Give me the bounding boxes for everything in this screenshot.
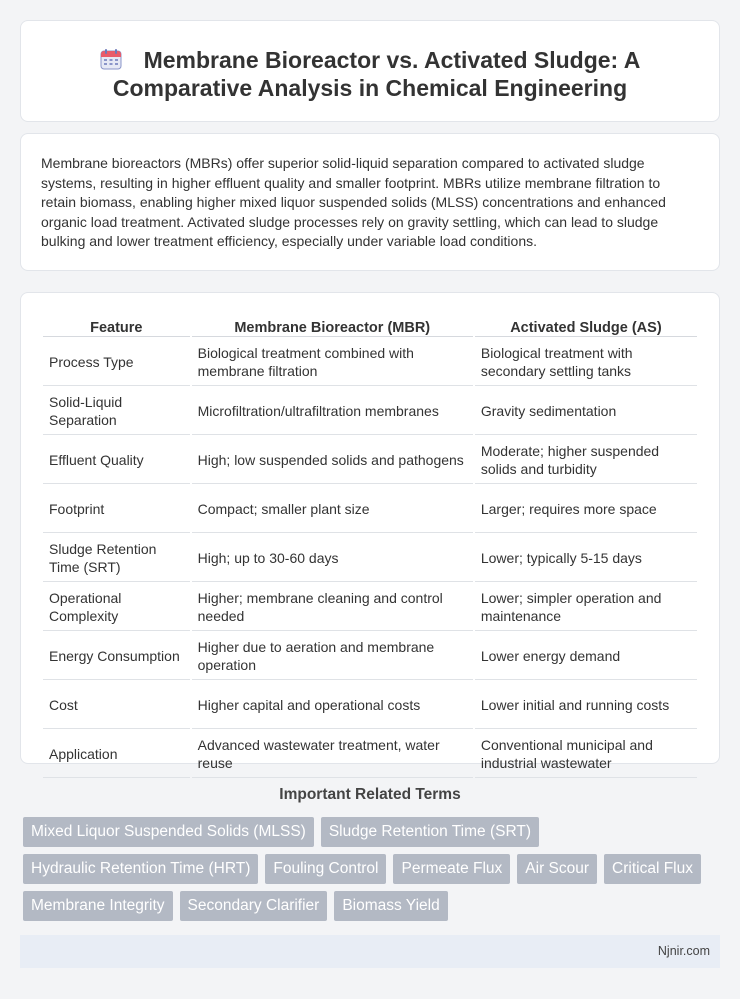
related-term-tag[interactable]: Fouling Control: [265, 854, 386, 884]
table-header-row: [43, 315, 697, 337]
mbr-cell: Higher; membrane cleaning and control needed: [192, 584, 473, 631]
as-cell: Larger; requires more space: [475, 486, 697, 533]
feature-cell: Operational Complexity: [43, 584, 190, 631]
feature-cell: Energy Consumption: [43, 633, 190, 680]
related-terms-list: [23, 817, 723, 921]
as-cell: Conventional municipal and industrial wastewater: [475, 731, 697, 778]
comparison-table: [41, 313, 699, 780]
as-cell: Gravity sedimentation: [475, 388, 697, 435]
as-cell: Biological treatment with secondary settling tanks: [475, 339, 697, 386]
feature-cell: Cost: [43, 682, 190, 729]
table-row: [43, 486, 697, 533]
feature-cell: Application: [43, 731, 190, 778]
page-title: [21, 21, 719, 102]
related-term-tag[interactable]: Permeate Flux: [393, 854, 510, 884]
feature-cell: Process Type: [43, 339, 190, 386]
related-term-tag[interactable]: Secondary Clarifier: [180, 891, 328, 921]
related-term-tag[interactable]: Mixed Liquor Suspended Solids (MLSS): [23, 817, 314, 847]
table-row: [43, 731, 697, 778]
comparison-table-card: [20, 292, 720, 771]
header-as: Activated Sludge (AS): [475, 315, 697, 337]
table-row: [43, 584, 697, 631]
as-cell: Lower; simpler operation and maintenance: [475, 584, 697, 631]
intro-paragraph: Membrane bioreactors (MBRs) offer superior solid-liquid separation compared to activated sludge systems, resulting in higher effluent quality and smaller footprint. MBRs utilize membrane filtration to retain biomass, enabling higher mixed liquor suspended solids (MLSS) concentrations and enhanced organic load treatment. Activated sludge processes rely on gravity settling, which can lead to sludge bulking and lower treatment efficiency, especially under variable load conditions.: [41, 155, 666, 249]
mbr-cell: Advanced wastewater treatment, water reuse: [192, 731, 473, 778]
mbr-cell: High; low suspended solids and pathogens: [192, 437, 473, 484]
table-row: [43, 388, 697, 435]
related-term-tag[interactable]: Biomass Yield: [334, 891, 447, 921]
mbr-cell: Microfiltration/ultrafiltration membranes: [192, 388, 473, 435]
related-terms-heading: Important Related Terms: [279, 786, 461, 803]
table-row: [43, 682, 697, 729]
mbr-cell: Compact; smaller plant size: [192, 486, 473, 533]
mbr-cell: Biological treatment combined with membrane filtration: [192, 339, 473, 386]
as-cell: Lower energy demand: [475, 633, 697, 680]
related-term-tag[interactable]: Sludge Retention Time (SRT): [321, 817, 539, 847]
header-feature: Feature: [43, 315, 190, 337]
table-row: [43, 437, 697, 484]
footer: [20, 935, 720, 968]
mbr-cell: Higher due to aeration and membrane operation: [192, 633, 473, 680]
related-term-tag[interactable]: Membrane Integrity: [23, 891, 173, 921]
table-row: [43, 535, 697, 582]
as-cell: Moderate; higher suspended solids and turbidity: [475, 437, 697, 484]
feature-cell: Sludge Retention Time (SRT): [43, 535, 190, 582]
page-title-text: Membrane Bioreactor vs. Activated Sludge: A Comparative Analysis in Chemical Engineering: [112, 47, 641, 101]
mbr-cell: High; up to 30-60 days: [192, 535, 473, 582]
related-term-tag[interactable]: Hydraulic Retention Time (HRT): [23, 854, 258, 884]
feature-cell: Footprint: [43, 486, 190, 533]
table-row: [43, 339, 697, 386]
as-cell: Lower initial and running costs: [475, 682, 697, 729]
related-term-tag[interactable]: Air Scour: [517, 854, 597, 884]
footer-site-name: Njnir.com: [657, 944, 710, 958]
feature-cell: Solid-Liquid Separation: [43, 388, 190, 435]
intro-card: [20, 133, 720, 271]
mbr-cell: Higher capital and operational costs: [192, 682, 473, 729]
header-mbr: Membrane Bioreactor (MBR): [192, 315, 473, 337]
as-cell: Lower; typically 5-15 days: [475, 535, 697, 582]
title-card: [20, 20, 720, 122]
table-row: [43, 633, 697, 680]
calendar-icon: [100, 48, 122, 70]
feature-cell: Effluent Quality: [43, 437, 190, 484]
related-term-tag[interactable]: Critical Flux: [604, 854, 701, 884]
